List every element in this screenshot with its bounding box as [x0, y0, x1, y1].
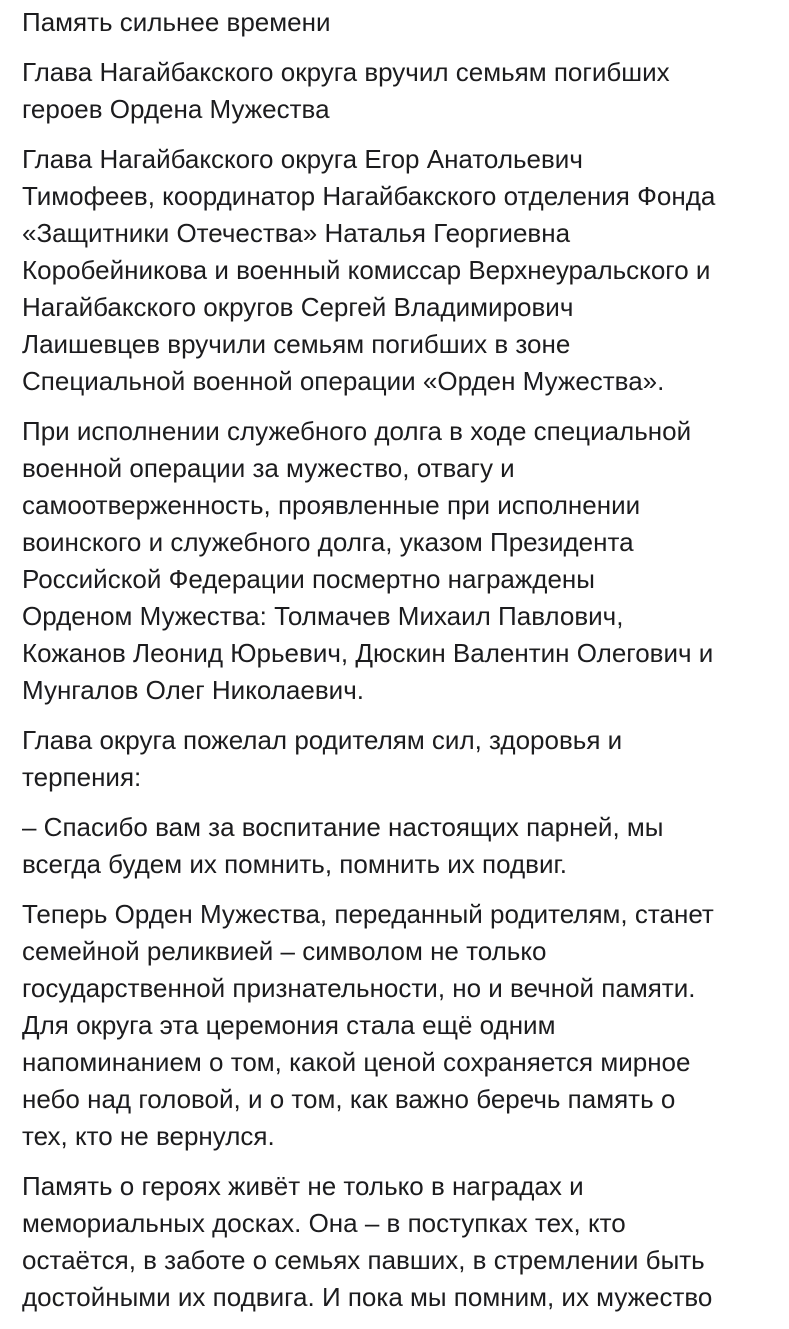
text-line: военной операции за мужество, отвагу и [22, 453, 515, 483]
text-line: мемориальных досках. Она – в поступках тех, кто [22, 1208, 626, 1238]
text-line: семейной реликвией – символом не только [22, 936, 547, 966]
paragraph-awardees [22, 413, 774, 709]
text-line: государственной признательности, но и вечной памяти. [22, 973, 696, 1003]
paragraph-family-relic [22, 896, 774, 1155]
text-line: Коробейникова и военный комиссар Верхнеуральского и [22, 255, 711, 285]
text-line: всегда будем их помнить, помнить их подвиг. [22, 849, 568, 879]
text-line: «Защитники Отечества» Наталья Георгиевна [22, 218, 571, 248]
text-line: Глава Нагайбакского округа вручил семьям погибших [22, 57, 670, 87]
text-line: Теперь Орден Мужества, переданный родителям, станет [22, 899, 714, 929]
text-line: героев Ордена Мужества [22, 94, 330, 124]
text-line: Тимофеев, координатор Нагайбакского отделения Фонда [22, 181, 716, 211]
paragraph-memory [22, 1168, 774, 1316]
text-line: достойными их подвига. И пока мы помним, их мужество [22, 1282, 713, 1312]
text-line: напоминанием о том, какой ценой сохраняется мирное [22, 1047, 691, 1077]
paragraph-quote [22, 809, 774, 883]
text-line: Орденом Мужества: Толмачев Михаил Павлович, [22, 601, 624, 631]
text-line: Российской Федерации посмертно награждены [22, 564, 595, 594]
article-body [22, 4, 774, 1329]
text-line: Нагайбакского округов Сергей Владимирович [22, 292, 574, 322]
text-line: Специальной военной операции «Орден Мужества». [22, 366, 665, 396]
paragraph-wishes [22, 722, 774, 796]
text-line: Лаишевцев вручили семьям погибших в зоне [22, 329, 571, 359]
text-line: небо над головой, и о том, как важно беречь память о [22, 1084, 676, 1114]
text-line: Для округа эта церемония стала ещё одним [22, 1010, 556, 1040]
text-line: самоотверженность, проявленные при исполнении [22, 490, 641, 520]
paragraph-award-ceremony [22, 141, 774, 400]
article-subheading [22, 54, 774, 128]
text-line: остаётся, в заботе о семьях павших, в стремлении быть [22, 1245, 705, 1275]
text-line: Глава округа пожелал родителям сил, здоровья и [22, 725, 623, 755]
text-line: тех, кто не вернулся. [22, 1121, 275, 1151]
text-line: терпения: [22, 762, 142, 792]
text-line: Память о героях живёт не только в наградах и [22, 1171, 584, 1201]
text-line: Память сильнее времени [22, 7, 331, 37]
text-line: воинского и служебного долга, указом Президента [22, 527, 634, 557]
text-line: Кожанов Леонид Юрьевич, Дюскин Валентин Олегович и [22, 638, 714, 668]
text-line: При исполнении служебного долга в ходе специальной [22, 416, 692, 446]
text-line: Мунгалов Олег Николаевич. [22, 675, 364, 705]
text-line: Глава Нагайбакского округа Егор Анатольевич [22, 144, 583, 174]
text-line: – Спасибо вам за воспитание настоящих парней, мы [22, 812, 664, 842]
article-heading [22, 4, 774, 41]
